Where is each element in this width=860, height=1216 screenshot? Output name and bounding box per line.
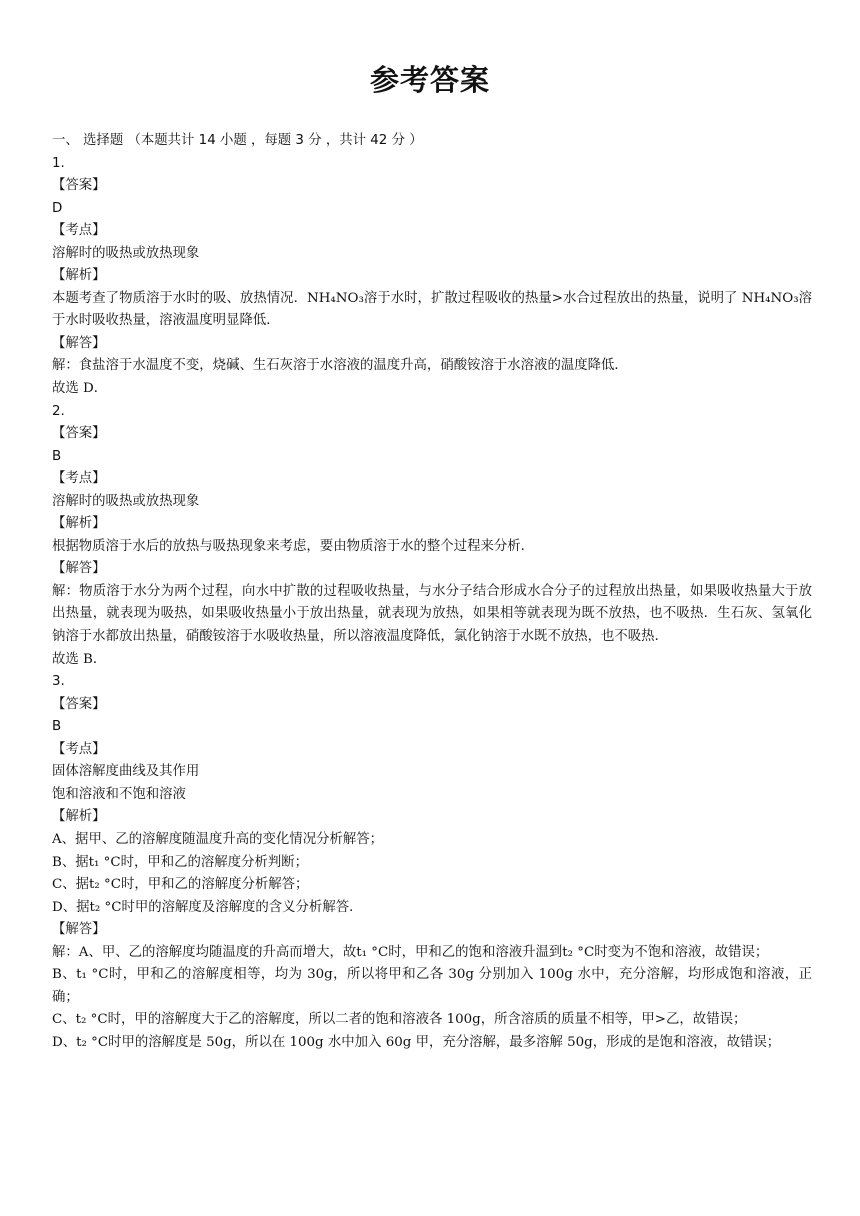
jiexi-text: 本题考查了物质溶于水时的吸、放热情况．NH₄NO₃溶于水时，扩散过程吸收的热量>水合过程放出的热量，说明了 NH₄NO₃溶于水时吸收热量，溶液温度明显降低． — [52, 290, 812, 329]
jieda-tag: 【解答】 — [52, 922, 106, 938]
jiexi-tag: 【解析】 — [52, 809, 106, 825]
answer-tag: 【答案】 — [52, 426, 106, 442]
jiexi-text: B、据t₁ °C时，甲和乙的溶解度分析判断； — [52, 854, 309, 870]
question-block — [52, 401, 812, 672]
question-block — [52, 153, 812, 401]
jieda-text: C、t₂ °C时，甲的溶解度大于乙的溶解度，所以二者的饱和溶液各 100g，所含溶质的质量不相等，甲>乙，故错误； — [52, 1012, 747, 1028]
jiexi-text: C、据t₂ °C时，甲和乙的溶解度分析解答； — [52, 877, 309, 893]
answer-tag: 【答案】 — [52, 178, 106, 194]
kaodian-tag: 【考点】 — [52, 741, 106, 757]
jieda-conclusion: 故选 D． — [52, 381, 108, 397]
jieda-text: 解：A、甲、乙的溶解度均随温度的升高而增大，故t₁ °C时，甲和乙的饱和溶液升温到t₂ °C时变为不饱和溶液，故错误； — [52, 944, 769, 960]
answer-content — [52, 130, 812, 1054]
question-block — [52, 671, 812, 1054]
jiexi-text: A、据甲、乙的溶解度随温度升高的变化情况分析解答； — [52, 831, 384, 847]
section-header: 一、 选择题 （本题共计 14 小题 ，每题 3 分 ，共计 42 分 ） — [52, 133, 423, 148]
jieda-text: 解：食盐溶于水温度不变，烧碱、生石灰溶于水溶液的温度升高，硝酸铵溶于水溶液的温度降低． — [52, 358, 628, 374]
kaodian-text: 饱和溶液和不饱和溶液 — [52, 786, 186, 802]
jieda-text: 解：物质溶于水分为两个过程，向水中扩散的过程吸收热量，与水分子结合形成水合分子的过程放出热量，如果吸收热量大于放出热量，就表现为吸热，如果吸收热量小于放出热量，就表现为放热，如果相等就表现为既不放热，也不吸热．生石灰、氢氧化钠溶于水都放出热量，硝酸铵溶于水吸收热量，所以溶液温度降低，氯化钠溶于水既不放热，也不吸热． — [52, 583, 812, 645]
question-number: 2. — [52, 403, 65, 419]
kaodian-tag: 【考点】 — [52, 223, 106, 239]
answer-tag: 【答案】 — [52, 696, 106, 712]
answer-value: B — [52, 448, 62, 464]
jieda-text: D、t₂ °C时甲的溶解度是 50g，所以在 100g 水中加入 60g 甲，充分溶解，最多溶解 50g，形成的是饱和溶液，故错误； — [52, 1034, 781, 1050]
page-title: 参考答案 — [369, 63, 490, 97]
jiexi-tag: 【解析】 — [52, 268, 106, 284]
jiexi-text: D、据t₂ °C时甲的溶解度及溶解度的含义分析解答． — [52, 899, 363, 915]
kaodian-text: 固体溶解度曲线及其作用 — [52, 764, 200, 780]
question-number: 1. — [52, 155, 65, 171]
kaodian-tag: 【考点】 — [52, 471, 106, 487]
answer-value: D — [52, 200, 63, 216]
jieda-tag: 【解答】 — [52, 335, 106, 351]
question-number: 3. — [52, 674, 65, 690]
kaodian-text: 溶解时的吸热或放热现象 — [52, 493, 200, 509]
jieda-text: B、t₁ °C时，甲和乙的溶解度相等，均为 30g，所以将甲和乙各 30g 分别加入 100g 水中，充分溶解，均形成饱和溶液，正确； — [52, 967, 812, 1005]
jiexi-tag: 【解析】 — [52, 516, 106, 532]
jieda-tag: 【解答】 — [52, 561, 106, 577]
answer-value: B — [52, 719, 62, 735]
jieda-conclusion: 故选 B． — [52, 651, 107, 667]
kaodian-text: 溶解时的吸热或放热现象 — [52, 245, 200, 261]
jiexi-text: 根据物质溶于水后的放热与吸热现象来考虑，要由物质溶于水的整个过程来分析． — [52, 538, 535, 554]
